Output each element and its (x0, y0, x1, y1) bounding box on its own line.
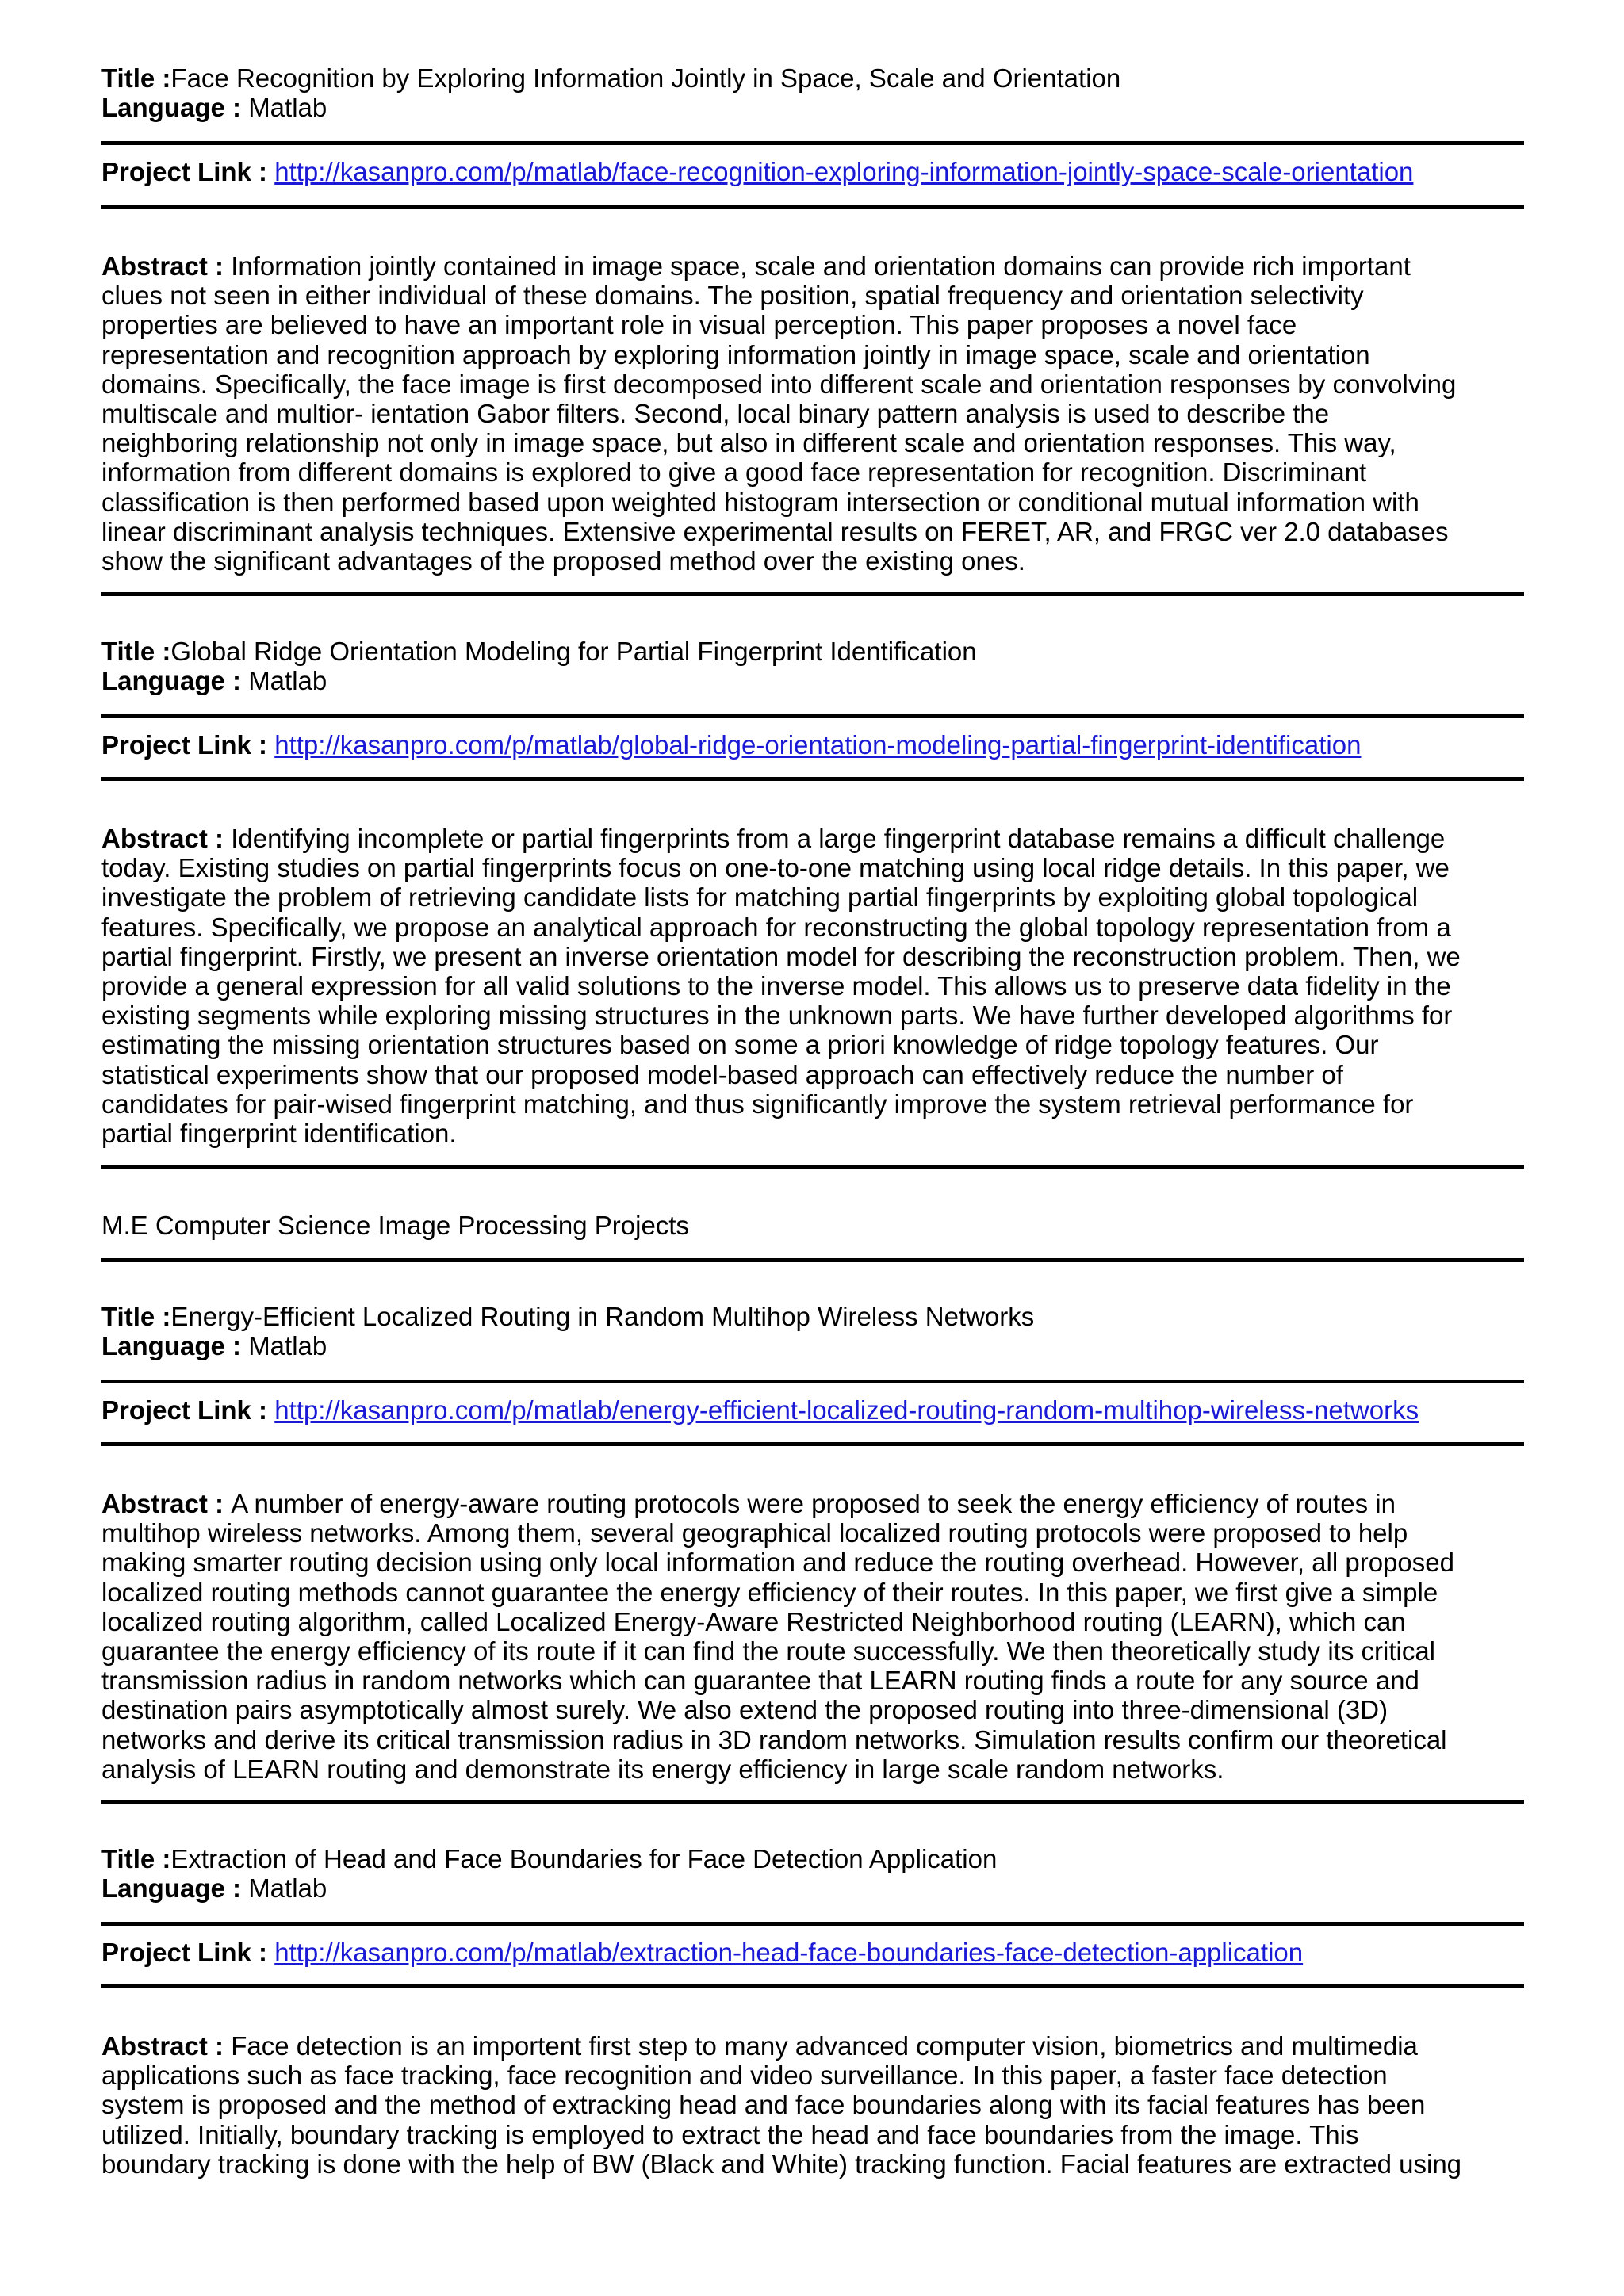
abstract-line: transmission radius in random networks which can guarantee that LEARN routing finds a route for any source and (102, 1666, 1419, 1696)
abstract-line: destination pairs asymptotically almost surely. We also extend the proposed routing into three-dimensional (3D) (102, 1695, 1388, 1725)
divider (102, 1442, 1524, 1446)
project-link[interactable]: http://kasanpro.com/p/matlab/face-recognition-exploring-information-jointly-space-scale-orientation (274, 157, 1414, 186)
entry-project-link (102, 1395, 1419, 1425)
abstract-text: Face detection is an importent first step to many advanced computer vision, biometrics and multimedia (231, 2031, 1418, 2061)
abstract-line: candidates for pair-wised fingerprint matching, and thus significantly improve the system retrieval performance for (102, 1089, 1414, 1119)
divider (102, 592, 1524, 596)
entry-project-link (102, 1938, 1303, 1967)
abstract-label: Abstract : (102, 251, 232, 281)
language-text: Matlab (248, 93, 327, 122)
abstract-line: applications such as face tracking, face recognition and video surveillance. In this paper, a faster face detection (102, 2061, 1388, 2091)
language-text: Matlab (248, 1873, 327, 1903)
divider (102, 1922, 1524, 1926)
abstract-line: domains. Specifically, the face image is first decomposed into different scale and orientation responses by convolving (102, 369, 1457, 399)
abstract-line: estimating the missing orientation structures based on some a priori knowledge of ridge topology features. Our (102, 1030, 1379, 1060)
entry-title (102, 63, 1120, 93)
abstract-text: Information jointly contained in image space, scale and orientation domains can provide rich important (231, 251, 1411, 281)
abstract-line: partial fingerprint identification. (102, 1119, 457, 1149)
title-label: Title : (102, 63, 171, 93)
project-link-label: Project Link : (102, 157, 275, 186)
abstract-line: today. Existing studies on partial fingerprints focus on one-to-one matching using local ridge details. In this paper, we (102, 853, 1450, 883)
divider (102, 1380, 1524, 1383)
abstract-line (102, 251, 1524, 281)
entry-abstract (102, 251, 1524, 576)
divider (102, 1165, 1524, 1169)
abstract-line: provide a general expression for all valid solutions to the inverse model. This allows us to preserve data fidelity in the (102, 971, 1451, 1001)
divider (102, 714, 1524, 718)
language-label: Language : (102, 93, 249, 122)
language-label: Language : (102, 1873, 249, 1903)
entry-title (102, 637, 977, 666)
project-link[interactable]: http://kasanpro.com/p/matlab/global-ridge-orientation-modeling-partial-fingerprint-identification (274, 730, 1362, 760)
entry-abstract (102, 824, 1524, 1148)
abstract-line: multiscale and multior- ientation Gabor filters. Second, local binary pattern analysis is used to describe the (102, 399, 1330, 429)
abstract-line: multihop wireless networks. Among them, several geographical localized routing protocols were proposed to help (102, 1518, 1408, 1548)
language-text: Matlab (248, 1331, 327, 1360)
entry-abstract (102, 1489, 1524, 1784)
abstract-line (102, 824, 1524, 853)
abstract-line: clues not seen in either individual of these domains. The position, spatial frequency and orientation selectivity (102, 281, 1364, 311)
language-text: Matlab (248, 666, 327, 695)
title-label: Title : (102, 637, 171, 666)
abstract-label: Abstract : (102, 2031, 232, 2061)
abstract-line: information from different domains is explored to give a good face representation for recognition. Discriminant (102, 457, 1367, 488)
abstract-line: guarantee the energy efficiency of its route if it can find the route successfully. We then theoretically study its critical (102, 1636, 1436, 1667)
abstract-line: statistical experiments show that our proposed model-based approach can effectively reduce the number of (102, 1059, 1343, 1089)
project-link[interactable]: http://kasanpro.com/p/matlab/energy-efficient-localized-routing-random-multihop-wireless-networks (274, 1395, 1419, 1425)
abstract-line: features. Specifically, we propose an analytical approach for reconstructing the global topology representation from a (102, 912, 1451, 942)
divider (102, 1984, 1524, 1988)
abstract-line: linear discriminant analysis techniques. Extensive experimental results on FERET, AR, and FRGC ver 2.0 databases (102, 516, 1449, 546)
abstract-line: localized routing methods cannot guarantee the energy efficiency of their routes. In this paper, we first give a simple (102, 1577, 1438, 1607)
abstract-line: classification is then performed based upon weighted histogram intersection or conditional mutual information with (102, 487, 1419, 517)
entry-project-link (102, 730, 1361, 760)
project-link-label: Project Link : (102, 1395, 275, 1425)
title-text: Extraction of Head and Face Boundaries for Face Detection Application (170, 1844, 998, 1873)
abstract-line (102, 1489, 1524, 1518)
title-text: Energy-Efficient Localized Routing in Random Multihop Wireless Networks (170, 1302, 1035, 1331)
abstract-text: Identifying incomplete or partial fingerprints from a large fingerprint database remains a difficult challenge (231, 824, 1446, 853)
entry-language (102, 666, 327, 695)
abstract-line: analysis of LEARN routing and demonstrate its energy efficiency in large scale random networks. (102, 1754, 1224, 1784)
title-text: Global Ridge Orientation Modeling for Partial Fingerprint Identification (170, 637, 977, 666)
abstract-line: neighboring relationship not only in image space, but also in different scale and orientation responses. This way, (102, 428, 1396, 458)
divider (102, 777, 1524, 781)
divider (102, 205, 1524, 209)
title-label: Title : (102, 1844, 171, 1873)
abstract-line: properties are believed to have an important role in visual perception. This paper proposes a novel face (102, 310, 1297, 340)
abstract-line: utilized. Initially, boundary tracking is employed to extract the head and face boundaries from the image. This (102, 2119, 1359, 2149)
abstract-line: existing segments while exploring missing structures in the unknown parts. We have further developed algorithms for (102, 1001, 1453, 1031)
entry-language (102, 1873, 327, 1903)
project-link-label: Project Link : (102, 1938, 275, 1967)
abstract-line: networks and derive its critical transmission radius in 3D random networks. Simulation results confirm our theoretical (102, 1724, 1447, 1755)
section-heading: M.E Computer Science Image Processing Projects (102, 1211, 689, 1240)
abstract-line: system is proposed and the method of extracking head and face boundaries along with its facial features has been (102, 2090, 1426, 2120)
abstract-text: A number of energy-aware routing protocols were proposed to seek the energy efficiency of routes in (231, 1489, 1396, 1518)
abstract-line (102, 2031, 1524, 2061)
abstract-label: Abstract : (102, 824, 232, 853)
entry-language (102, 93, 327, 122)
abstract-line: investigate the problem of retrieving candidate lists for matching partial fingerprints by exploiting global topological (102, 882, 1419, 913)
language-label: Language : (102, 1331, 249, 1360)
language-label: Language : (102, 666, 249, 695)
entry-title (102, 1844, 997, 1873)
project-link-label: Project Link : (102, 730, 275, 760)
abstract-label: Abstract : (102, 1489, 232, 1518)
divider (102, 1800, 1524, 1804)
abstract-line: boundary tracking is done with the help of BW (Black and White) tracking function. Facial features are extracted using (102, 2149, 1462, 2179)
abstract-line: show the significant advantages of the proposed method over the existing ones. (102, 546, 1025, 576)
title-label: Title : (102, 1302, 171, 1331)
abstract-line: partial fingerprint. Firstly, we present an inverse orientation model for describing the reconstruction problem. Then, we (102, 941, 1461, 971)
abstract-line: localized routing algorithm, called Localized Energy-Aware Restricted Neighborhood routing (LEARN), which can (102, 1606, 1406, 1636)
abstract-line: representation and recognition approach by exploring information jointly in image space, scale and orientation (102, 339, 1370, 369)
title-text: Face Recognition by Exploring Information Jointly in Space, Scale and Orientation (170, 63, 1121, 93)
divider (102, 1258, 1524, 1262)
entry-title (102, 1302, 1034, 1331)
entry-language (102, 1331, 327, 1360)
entry-project-link (102, 157, 1413, 186)
abstract-line: making smarter routing decision using only local information and reduce the routing overhead. However, all proposed (102, 1548, 1454, 1578)
entry-abstract (102, 2031, 1524, 2179)
divider (102, 141, 1524, 145)
project-link[interactable]: http://kasanpro.com/p/matlab/extraction-head-face-boundaries-face-detection-application (274, 1938, 1304, 1967)
